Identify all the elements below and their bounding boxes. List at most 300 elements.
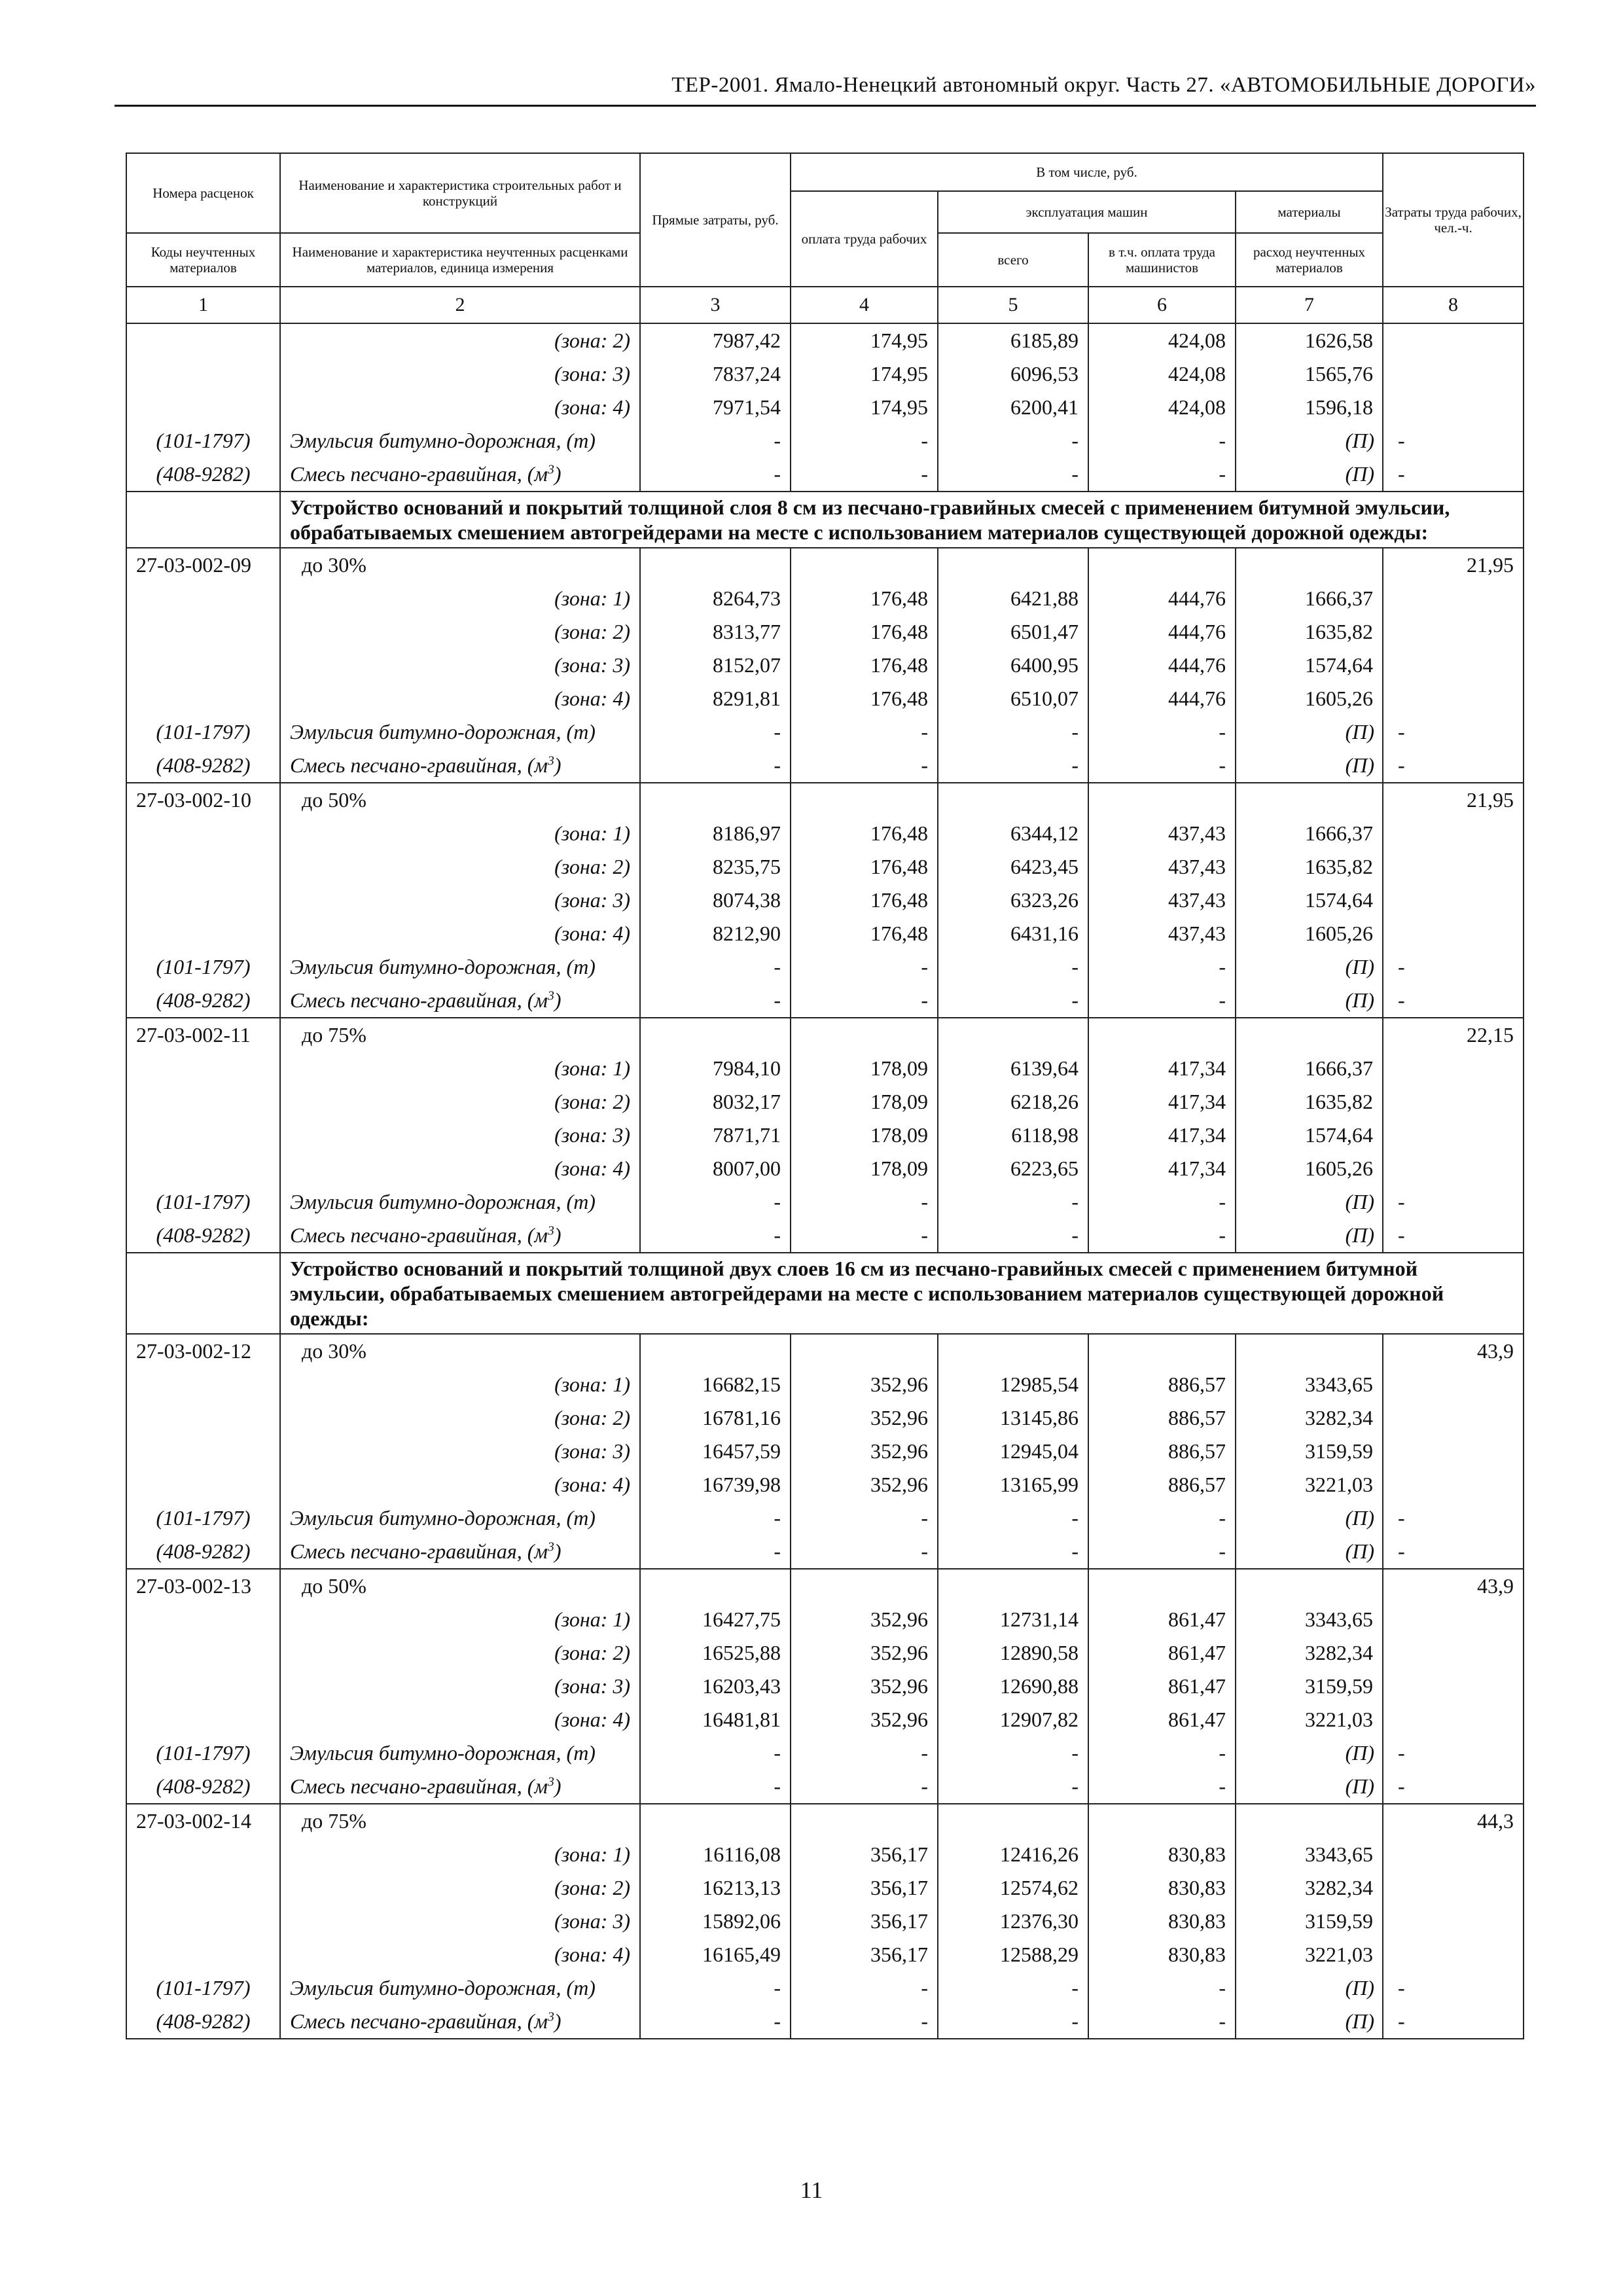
wages: 356,17 [791,1905,938,1938]
empty-cell [1088,548,1236,582]
labor-cost: 21,95 [1383,548,1524,582]
zone-row [126,323,1524,357]
materials: 1605,26 [1236,682,1383,715]
machines-wages: - [1088,424,1236,457]
empty-cell [1383,1938,1524,1971]
zone-label: (зона: 2) [280,1871,640,1905]
machines-wages: - [1088,1770,1236,1804]
direct-costs: 16457,59 [640,1435,791,1468]
material-row [126,1501,1524,1535]
empty-cell [126,1119,280,1152]
rate-header-row [126,548,1524,582]
section-title: Устройство оснований и покрытий толщиной слоя 8 см из песчано-гравийных смесей с применением битумной эмульсии, обрабатываемых смешением автогрейдерами на месте с использованием материалов существующей дорожной одежды: [280,492,1524,548]
zone-label: (зона: 4) [280,391,640,424]
material-row [126,1736,1524,1770]
material-code: (408-9282) [126,1770,280,1804]
zone-label: (зона: 4) [280,682,640,715]
machines-wages: 886,57 [1088,1435,1236,1468]
rate-code: 27-03-002-09 [126,548,280,582]
direct-costs: 8264,73 [640,582,791,615]
machines-wages: 437,43 [1088,884,1236,917]
materials-unpriced: (П) [1236,749,1383,783]
materials-unpriced: (П) [1236,1501,1383,1535]
wages: 356,17 [791,1838,938,1871]
machines-wages: 417,34 [1088,1085,1236,1119]
empty-cell [1383,391,1524,424]
col-number: 8 [1383,287,1524,323]
direct-costs: - [640,984,791,1018]
empty-cell [1236,1334,1383,1368]
material-row [126,1770,1524,1804]
empty-cell [791,1334,938,1368]
empty-cell [126,1905,280,1938]
machines-wages: 437,43 [1088,817,1236,850]
machines-total: 13165,99 [938,1468,1088,1501]
empty-cell [126,1670,280,1703]
direct-costs: 16116,08 [640,1838,791,1871]
machines-total: - [938,950,1088,984]
zone-row [126,1468,1524,1501]
material-row [126,457,1524,492]
col-number: 6 [1088,287,1236,323]
machines-wages: 886,57 [1088,1468,1236,1501]
wages: 352,96 [791,1435,938,1468]
empty-cell [640,548,791,582]
zone-row [126,1838,1524,1871]
material-row [126,950,1524,984]
empty-cell [791,548,938,582]
empty-cell [938,783,1088,817]
head-machines: эксплуатация машин [938,191,1236,233]
empty-cell [1383,615,1524,649]
materials: 3343,65 [1236,1368,1383,1401]
machines-wages: 830,83 [1088,1938,1236,1971]
material-name: Эмульсия битумно-дорожная, (т) [280,715,640,749]
section-code-cell [126,492,280,548]
wages: 178,09 [791,1085,938,1119]
zone-label: (зона: 2) [280,850,640,884]
empty-cell [126,1468,280,1501]
direct-costs: 8152,07 [640,649,791,682]
direct-costs: 7984,10 [640,1052,791,1085]
running-header-title: ТЕР-2001. Ямало-Ненецкий автономный округ. Часть 27. «АВТОМОБИЛЬНЫЕ ДОРОГИ» [671,73,1536,97]
direct-costs: - [640,1501,791,1535]
machines-total: 6118,98 [938,1119,1088,1152]
zone-row [126,357,1524,391]
materials: 1635,82 [1236,850,1383,884]
materials-unpriced: (П) [1236,1971,1383,2005]
materials: 1574,64 [1236,1119,1383,1152]
zone-row [126,649,1524,682]
materials-unpriced: (П) [1236,1770,1383,1804]
zone-label: (зона: 1) [280,1603,640,1636]
material-code: (408-9282) [126,749,280,783]
direct-costs: 8212,90 [640,917,791,950]
empty-cell [1383,1052,1524,1085]
empty-cell [1088,1804,1236,1838]
empty-cell [791,1804,938,1838]
machines-wages: 886,57 [1088,1368,1236,1401]
materials-unpriced: (П) [1236,1185,1383,1219]
machines-total: 6400,95 [938,649,1088,682]
zone-row [126,1703,1524,1736]
empty-cell [1088,1018,1236,1052]
zone-row [126,917,1524,950]
material-name: Эмульсия битумно-дорожная, (т) [280,950,640,984]
rate-code: 27-03-002-13 [126,1569,280,1603]
head-materials: материалы [1236,191,1383,233]
machines-wages: - [1088,1185,1236,1219]
empty-cell [1383,1603,1524,1636]
wages: 352,96 [791,1703,938,1736]
machines-total: 12416,26 [938,1838,1088,1871]
empty-cell [1383,1368,1524,1401]
wages: - [791,749,938,783]
rate-variant: до 75% [280,1804,640,1838]
wages: 174,95 [791,391,938,424]
materials: 1596,18 [1236,391,1383,424]
materials: 1635,82 [1236,615,1383,649]
zone-label: (зона: 3) [280,1435,640,1468]
machines-total: 6510,07 [938,682,1088,715]
material-row [126,749,1524,783]
material-name: Эмульсия битумно-дорожная, (т) [280,424,640,457]
machines-wages: - [1088,1501,1236,1535]
direct-costs: - [640,950,791,984]
zone-row [126,1152,1524,1185]
material-row [126,1219,1524,1253]
materials: 3159,59 [1236,1435,1383,1468]
zone-row [126,615,1524,649]
empty-cell [126,1435,280,1468]
material-name: Эмульсия битумно-дорожная, (т) [280,1185,640,1219]
zone-label: (зона: 1) [280,817,640,850]
labor-cost: 43,9 [1383,1569,1524,1603]
empty-cell [1383,1152,1524,1185]
empty-cell [126,323,280,357]
head-work-name: Наименование и характеристика строительных работ и конструкций [280,153,640,233]
material-code: (101-1797) [126,715,280,749]
empty-cell [1383,1435,1524,1468]
running-header [115,72,1536,107]
wages: 176,48 [791,649,938,682]
zone-row [126,1119,1524,1152]
empty-cell [1383,850,1524,884]
machines-total: - [938,1736,1088,1770]
machines-total: - [938,424,1088,457]
machines-total: 6139,64 [938,1052,1088,1085]
empty-cell [938,1804,1088,1838]
empty-cell [126,1085,280,1119]
zone-row [126,817,1524,850]
rates-table [126,152,1524,2039]
empty-cell [1383,917,1524,950]
direct-costs: - [640,1770,791,1804]
machines-wages: 424,08 [1088,323,1236,357]
rate-variant: до 50% [280,1569,640,1603]
empty-cell [126,884,280,917]
empty-cell [1383,817,1524,850]
empty-cell [126,615,280,649]
machines-total: - [938,984,1088,1018]
empty-cell [640,1334,791,1368]
empty-cell [1383,1871,1524,1905]
material-code: (101-1797) [126,1501,280,1535]
zone-row [126,1368,1524,1401]
rate-header-row [126,1804,1524,1838]
direct-costs: 8235,75 [640,850,791,884]
machines-wages: 424,08 [1088,357,1236,391]
direct-costs: - [640,1219,791,1253]
direct-costs: 7971,54 [640,391,791,424]
materials: 3221,03 [1236,1703,1383,1736]
machines-wages: - [1088,1971,1236,2005]
empty-cell [1383,1636,1524,1670]
zone-row [126,1670,1524,1703]
machines-wages: - [1088,457,1236,492]
wages: 356,17 [791,1938,938,1971]
wages: - [791,1971,938,2005]
zone-label: (зона: 3) [280,1670,640,1703]
machines-total: 6323,26 [938,884,1088,917]
machines-wages: - [1088,1219,1236,1253]
labor-cost: - [1383,2005,1524,2039]
empty-cell [1088,1334,1236,1368]
zone-label: (зона: 1) [280,1838,640,1871]
labor-cost: - [1383,1185,1524,1219]
machines-total: - [938,1219,1088,1253]
wages: 176,48 [791,850,938,884]
zone-label: (зона: 4) [280,1152,640,1185]
empty-cell [126,1838,280,1871]
head-labor-costs: Затраты труда рабочих, чел.-ч. [1383,153,1524,287]
machines-total: - [938,1185,1088,1219]
machines-wages: 444,76 [1088,682,1236,715]
empty-cell [126,1152,280,1185]
materials: 3282,34 [1236,1636,1383,1670]
material-name: Эмульсия битумно-дорожная, (т) [280,1971,640,2005]
empty-cell [126,391,280,424]
wages: 352,96 [791,1401,938,1435]
materials: 3159,59 [1236,1905,1383,1938]
zone-row [126,1435,1524,1468]
materials: 3282,34 [1236,1401,1383,1435]
section-row [126,492,1524,548]
empty-cell [1383,682,1524,715]
section-title: Устройство оснований и покрытий толщиной двух слоев 16 см из песчано-гравийных смесей с применением битумной эмульсии, обрабатываемых смешением автогрейдерами на месте с использованием материалов существующей дорожной одежды: [280,1253,1524,1334]
empty-cell [640,1569,791,1603]
labor-cost: - [1383,457,1524,492]
empty-cell [791,1018,938,1052]
superscript: 3 [547,1774,554,1789]
direct-costs: 16213,13 [640,1871,791,1905]
machines-total: - [938,2005,1088,2039]
empty-cell [1236,1804,1383,1838]
materials-unpriced: (П) [1236,1535,1383,1569]
empty-cell [1383,323,1524,357]
empty-cell [1236,783,1383,817]
table-body [126,323,1524,2039]
machines-wages: 886,57 [1088,1401,1236,1435]
empty-cell [126,1603,280,1636]
material-name: Смесь песчано-гравийная, $(м^3)$ [280,1535,640,1569]
direct-costs: 7871,71 [640,1119,791,1152]
wages: 356,17 [791,1871,938,1905]
zone-label: (зона: 3) [280,1119,640,1152]
machines-total: 6421,88 [938,582,1088,615]
section-code-cell [126,1253,280,1334]
empty-cell [791,783,938,817]
direct-costs: - [640,1535,791,1569]
wages: - [791,1736,938,1770]
empty-cell [791,1569,938,1603]
materials: 1605,26 [1236,917,1383,950]
material-name: Смесь песчано-гравийная, $(м^3)$ [280,457,640,492]
empty-cell [938,548,1088,582]
empty-cell [1383,1905,1524,1938]
wages: - [791,2005,938,2039]
direct-costs: - [640,457,791,492]
empty-cell [126,1052,280,1085]
machines-total: - [938,749,1088,783]
rate-variant: до 30% [280,1334,640,1368]
wages: - [791,1219,938,1253]
materials: 1574,64 [1236,884,1383,917]
material-name: Смесь песчано-гравийная, $(м^3)$ [280,984,640,1018]
machines-wages: 437,43 [1088,850,1236,884]
labor-cost: - [1383,715,1524,749]
direct-costs: 8032,17 [640,1085,791,1119]
direct-costs: 16739,98 [640,1468,791,1501]
zone-label: (зона: 4) [280,1468,640,1501]
empty-cell [126,850,280,884]
machines-total: 6344,12 [938,817,1088,850]
rate-header-row [126,1018,1524,1052]
zone-row [126,582,1524,615]
materials: 1574,64 [1236,649,1383,682]
labor-cost: 22,15 [1383,1018,1524,1052]
machines-total: 12945,04 [938,1435,1088,1468]
empty-cell [1383,1119,1524,1152]
material-name: Смесь песчано-гравийная, $(м^3)$ [280,749,640,783]
superscript: 3 [547,2009,554,2024]
machines-total: 12376,30 [938,1905,1088,1938]
zone-label: (зона: 3) [280,649,640,682]
direct-costs: - [640,1971,791,2005]
zone-row [126,391,1524,424]
machines-wages: 417,34 [1088,1152,1236,1185]
direct-costs: 16427,75 [640,1603,791,1636]
direct-costs: 8313,77 [640,615,791,649]
head-material-names: Наименование и характеристика неучтенных расценками материалов, единица измерения [280,233,640,287]
empty-cell [126,1401,280,1435]
empty-cell [126,582,280,615]
wages: 178,09 [791,1152,938,1185]
superscript: 3 [547,1223,554,1238]
materials: 1666,37 [1236,582,1383,615]
empty-cell [1088,1569,1236,1603]
zone-row [126,1636,1524,1670]
direct-costs: 16682,15 [640,1368,791,1401]
empty-cell [1383,1085,1524,1119]
labor-cost: - [1383,1971,1524,2005]
direct-costs: 7837,24 [640,357,791,391]
material-name: Смесь песчано-гравийная, $(м^3)$ [280,1770,640,1804]
zone-label: (зона: 3) [280,1905,640,1938]
rate-code: 27-03-002-12 [126,1334,280,1368]
material-row [126,2005,1524,2039]
empty-cell [1383,1703,1524,1736]
empty-cell [1383,1838,1524,1871]
machines-total: 6185,89 [938,323,1088,357]
section-row [126,1253,1524,1334]
zone-row [126,1938,1524,1971]
direct-costs: 16781,16 [640,1401,791,1435]
wages: - [791,1770,938,1804]
material-code: (101-1797) [126,950,280,984]
material-row [126,1971,1524,2005]
empty-cell [640,1018,791,1052]
wages: 176,48 [791,582,938,615]
materials-unpriced: (П) [1236,424,1383,457]
materials: 1666,37 [1236,817,1383,850]
material-code: (408-9282) [126,1219,280,1253]
materials: 3343,65 [1236,1603,1383,1636]
table-header [126,153,1524,323]
machines-total: 12907,82 [938,1703,1088,1736]
zone-row [126,1401,1524,1435]
zone-label: (зона: 2) [280,1401,640,1435]
labor-cost: - [1383,984,1524,1018]
materials: 1626,58 [1236,323,1383,357]
zone-label: (зона: 3) [280,884,640,917]
wages: - [791,1535,938,1569]
zone-label: (зона: 2) [280,1636,640,1670]
empty-cell [126,1636,280,1670]
machines-wages: - [1088,950,1236,984]
material-code: (101-1797) [126,1736,280,1770]
materials: 3221,03 [1236,1468,1383,1501]
machines-wages: 444,76 [1088,582,1236,615]
col-number: 4 [791,287,938,323]
empty-cell [938,1569,1088,1603]
materials-unpriced: (П) [1236,984,1383,1018]
machines-total: 6200,41 [938,391,1088,424]
machines-wages: 861,47 [1088,1670,1236,1703]
machines-total: 12985,54 [938,1368,1088,1401]
direct-costs: 8007,00 [640,1152,791,1185]
machines-wages: - [1088,715,1236,749]
empty-cell [938,1018,1088,1052]
head-material-codes: Коды неучтенных материалов [126,233,280,287]
wages: 352,96 [791,1636,938,1670]
zone-row [126,1052,1524,1085]
zone-row [126,1603,1524,1636]
rate-code: 27-03-002-10 [126,783,280,817]
col-number: 1 [126,287,280,323]
material-name: Смесь песчано-гравийная, $(м^3)$ [280,1219,640,1253]
direct-costs: 16203,43 [640,1670,791,1703]
machines-total: 12731,14 [938,1603,1088,1636]
empty-cell [1383,1401,1524,1435]
material-code: (101-1797) [126,1971,280,2005]
material-row [126,1185,1524,1219]
machines-wages: 830,83 [1088,1905,1236,1938]
direct-costs: 8291,81 [640,682,791,715]
zone-label: (зона: 1) [280,582,640,615]
machines-wages: 861,47 [1088,1636,1236,1670]
machines-wages: - [1088,1736,1236,1770]
